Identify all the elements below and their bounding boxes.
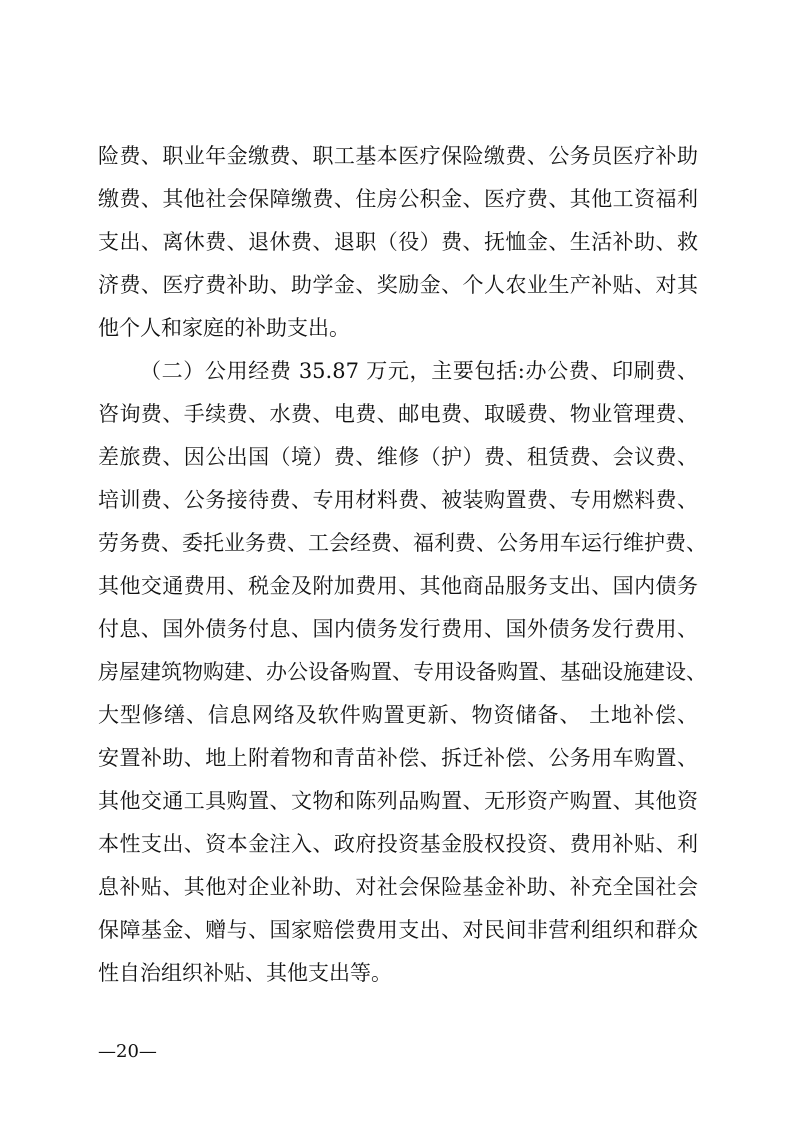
text-line: 保障基金、赠与、国家赔偿费用支出、对民间非营利组织和群众 [98, 918, 698, 942]
text-line: 其他交通工具购置、文物和陈列品购置、无形资产购置、其他资 [98, 789, 698, 813]
section-heading-line: （二）公用经费 35.87 万元，主要包括:办公费、印刷费、 [140, 359, 698, 383]
text-line: 支出、离休费、退休费、退职（役）费、抚恤金、生活补助、救 [98, 230, 698, 254]
text-line: 大型修缮、信息网络及软件购置更新、物资储备、 土地补偿、 [98, 703, 698, 727]
text-line: 其他交通费用、税金及附加费用、其他商品服务支出、国内债务 [98, 574, 698, 598]
text-line: 付息、国外债务付息、国内债务发行费用、国外债务发行费用、 [98, 617, 698, 641]
text-line: 差旅费、因公出国（境）费、维修（护）费、租赁费、会议费、 [98, 445, 698, 469]
text-line: 培训费、公务接待费、专用材料费、被装购置费、专用燃料费、 [98, 488, 698, 512]
text-line: 缴费、其他社会保障缴费、住房公积金、医疗费、其他工资福利 [98, 187, 698, 211]
text-line: 险费、职业年金缴费、职工基本医疗保险缴费、公务员医疗补助 [98, 144, 698, 168]
text-line: 济费、医疗费补助、助学金、奖励金、个人农业生产补贴、对其 [98, 273, 698, 297]
text-line: 房屋建筑物购建、办公设备购置、专用设备购置、基础设施建设、 [98, 660, 707, 684]
text-line: 息补贴、其他对企业补助、对社会保险基金补助、补充全国社会 [98, 875, 698, 899]
text-line: 本性支出、资本金注入、政府投资基金股权投资、费用补贴、利 [98, 832, 698, 856]
text-line: 性自治组织补贴、其他支出等。 [98, 961, 392, 985]
text-line: 安置补助、地上附着物和青苗补偿、拆迁补偿、公务用车购置、 [98, 746, 698, 770]
text-line: 咨询费、手续费、水费、电费、邮电费、取暖费、物业管理费、 [98, 402, 698, 426]
text-line: 劳务费、委托业务费、工会经费、福利费、公务用车运行维护费、 [98, 531, 707, 555]
page-number: —20— [98, 1041, 157, 1062]
text-line: 他个人和家庭的补助支出。 [98, 316, 350, 340]
